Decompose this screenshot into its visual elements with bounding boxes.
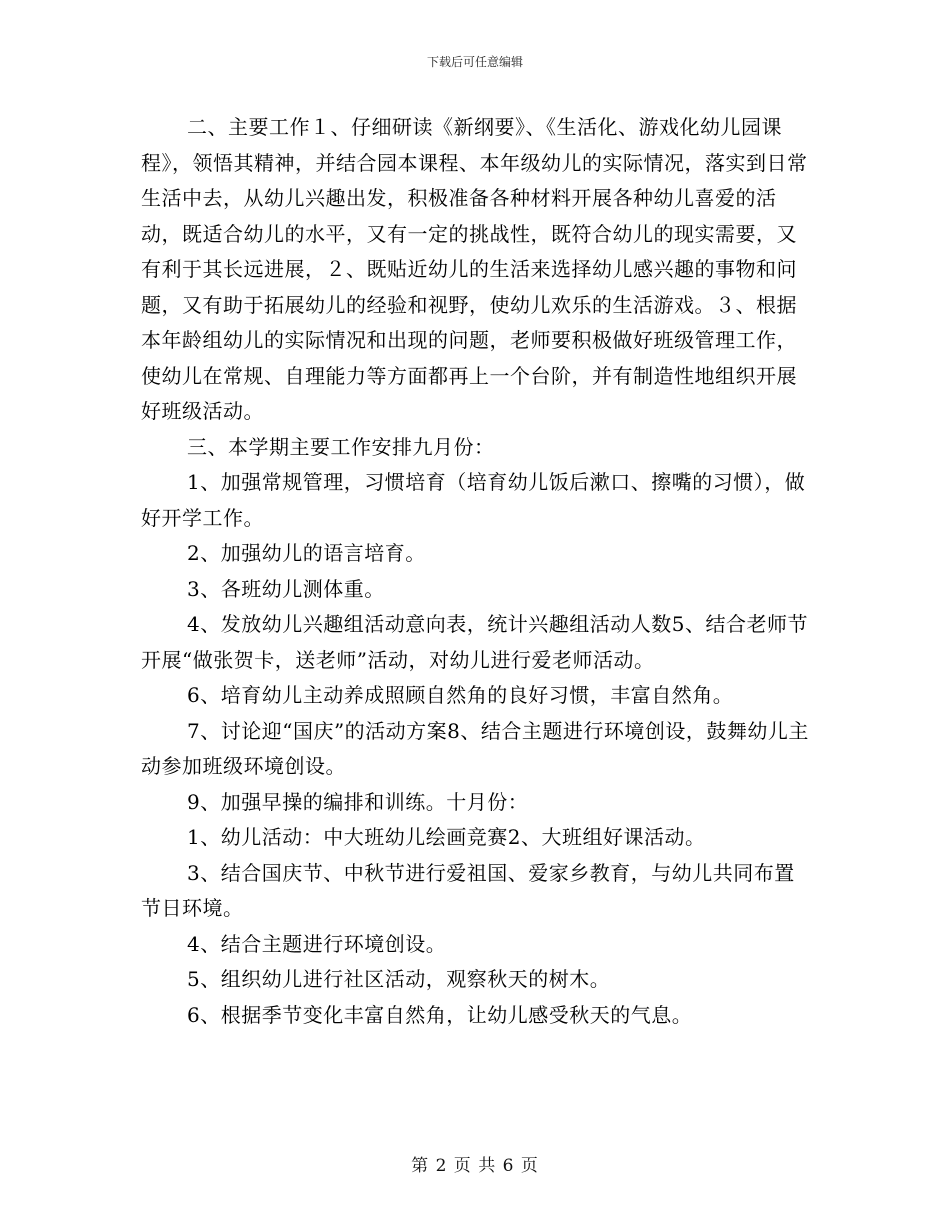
page-number-footer: 第 2 页 共 6 页 [411, 1156, 539, 1176]
paragraph-item: 4、发放幼儿兴趣组活动意向表，统计兴趣组活动人数5、结合老师节开展“做张贺卡，送老师”活动，对幼儿进行爱老师活动。 [141, 612, 808, 672]
paragraph-item: 2、加强幼儿的语言培育。 [187, 541, 426, 565]
paragraph-october-heading: 9、加强早操的编排和训练。十月份： [187, 789, 529, 814]
paragraph-item: 1、幼儿活动：中大班幼儿绘画竞赛2、大班组好课活动。 [187, 825, 706, 849]
paragraph-item: 4、结合主题进行环境创设。 [187, 931, 447, 956]
paragraph-item: 1、加强常规管理，习惯培育（培育幼儿饭后漱口、擦嘴的习惯），做好开学工作。 [141, 470, 806, 530]
paragraph-main-work: 二、主要工作１、仔细研读《新纲要》、《生活化、游戏化幼儿园课程》，领悟其精神，并结合园本课程、本年级幼儿的实际情况，落实到日常生活中去，从幼儿兴趣出发，积极准备各种材料开展各种幼儿喜爱的活动，既适合幼儿的水平，又有一定的挑战性，既符合幼儿的现实需要，又有利于其长远进展，２、既贴近幼儿的生活来选择幼儿感兴趣的事物和问题，又有助于拓展幼儿的经验和视野，使幼儿欢乐的生活游戏。３、根据本年龄组幼儿的实际情况和出现的问题，老师要积极做好班级管理工作，使幼儿在常规、自理能力等方面都再上一个台阶，并有制造性地组织开展好班级活动。 [141, 115, 808, 423]
paragraph-item: 3、各班幼儿测体重。 [187, 576, 385, 601]
paragraph-item: 6、根据季节变化丰富自然角，让幼儿感受秋天的气息。 [187, 1002, 693, 1027]
paragraph-item: 5、组织幼儿进行社区活动，观察秋天的树木。 [187, 967, 611, 991]
paragraph-item: 7、讨论迎“国庆”的活动方案8、结合主题进行环境创设，鼓舞幼儿主动参加班级环境创设。 [141, 718, 809, 778]
document-body [141, 110, 813, 1033]
paragraph-september-heading: 三、本学期主要工作安排九月份： [187, 434, 495, 459]
paragraph-item: 3、结合国庆节、中秋节进行爱祖国、爱家乡教育，与幼儿共同布置节日环境。 [141, 860, 795, 920]
header-note: 下载后可任意编辑 [426, 55, 523, 69]
paragraph-item: 6、培育幼儿主动养成照顾自然角的良好习惯，丰富自然角。 [187, 683, 734, 707]
